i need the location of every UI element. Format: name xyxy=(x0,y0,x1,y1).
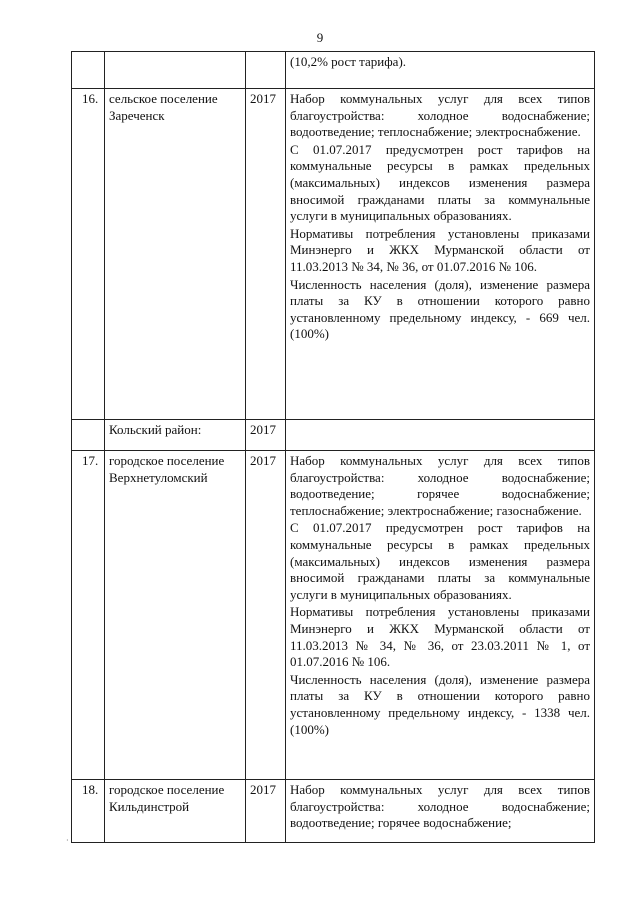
description-paragraph: Набор коммунальных услуг для всех типов благоустройства: холодное водоснабжение; водоотведение; горячее водоснабжение; теплоснабжение; электроснабжение; газоснабжение. xyxy=(290,453,590,518)
year-cell: 2017 xyxy=(246,420,286,451)
municipality-name: Кольский район: xyxy=(105,420,246,451)
description-paragraph: С 01.07.2017 предусмотрен рост тарифов на коммунальные ресурсы в рамках предельных (максимальных) индексов изменения размера вносимой гражданами платы за коммунальные услуги в муниципальных образованиях. xyxy=(290,141,590,224)
year-cell xyxy=(246,52,286,89)
table-row xyxy=(72,780,595,843)
description-paragraph: Нормативы потребления установлены приказами Минэнерго и ЖКХ Мурманской области от 11.03.2013 № 34, № 36, от 23.03.2011 № 1, от 01.07.2016 № 106. xyxy=(290,604,590,670)
municipality-name: городское поселение Верхнетуломский xyxy=(105,451,246,780)
description-paragraph: Численность населения (доля), изменение размера платы за КУ в отношении которого равно установленному предельному индексу, - 1338 чел. (100%) xyxy=(290,671,590,737)
year-cell: 2017 xyxy=(246,451,286,780)
year-cell: 2017 xyxy=(246,89,286,420)
description-paragraph: Набор коммунальных услуг для всех типов благоустройства: холодное водоснабжение; водоотведение; теплоснабжение; электроснабжение. xyxy=(290,91,590,140)
description-paragraph: С 01.07.2017 предусмотрен рост тарифов на коммунальные ресурсы в рамках предельных (максимальных) индексов изменения размера вносимой гражданами платы за коммунальные услуги в муниципальных образованиях. xyxy=(290,520,590,602)
description-paragraph: Численность населения (доля), изменение размера платы за КУ в отношении которого равно установленному предельному индексу, - 669 чел. (100%) xyxy=(290,276,590,342)
scan-speck: · xyxy=(66,836,69,845)
tariff-table xyxy=(71,51,595,843)
page-number: 9 xyxy=(316,30,324,45)
description-cell xyxy=(286,89,595,420)
table-row xyxy=(72,89,595,420)
municipality-name: городское поселение Кильдинстрой xyxy=(105,780,246,843)
municipality-name xyxy=(105,52,246,89)
description-paragraph: Нормативы потребления установлены приказами Минэнерго и ЖКХ Мурманской области от 11.03.2013 № 34, № 36, от 01.07.2016 № 106. xyxy=(290,225,590,274)
row-number: 18. xyxy=(72,780,105,843)
table-row xyxy=(72,451,595,780)
row-number: 17. xyxy=(72,451,105,780)
description-paragraph: (10,2% рост тарифа). xyxy=(290,54,407,69)
row-number xyxy=(72,420,105,451)
table-row xyxy=(72,52,595,89)
description-cell xyxy=(286,780,595,843)
description-cell xyxy=(286,52,595,89)
description-cell xyxy=(286,451,595,780)
description-cell xyxy=(286,420,595,451)
municipality-name: сельское поселение Зареченск xyxy=(105,89,246,420)
row-number xyxy=(72,52,105,89)
row-number: 16. xyxy=(72,89,105,420)
year-cell: 2017 xyxy=(246,780,286,843)
table-row xyxy=(72,420,595,451)
description-paragraph: Набор коммунальных услуг для всех типов благоустройства: холодное водоснабжение; водоотведение; горячее водоснабжение; xyxy=(290,782,590,831)
